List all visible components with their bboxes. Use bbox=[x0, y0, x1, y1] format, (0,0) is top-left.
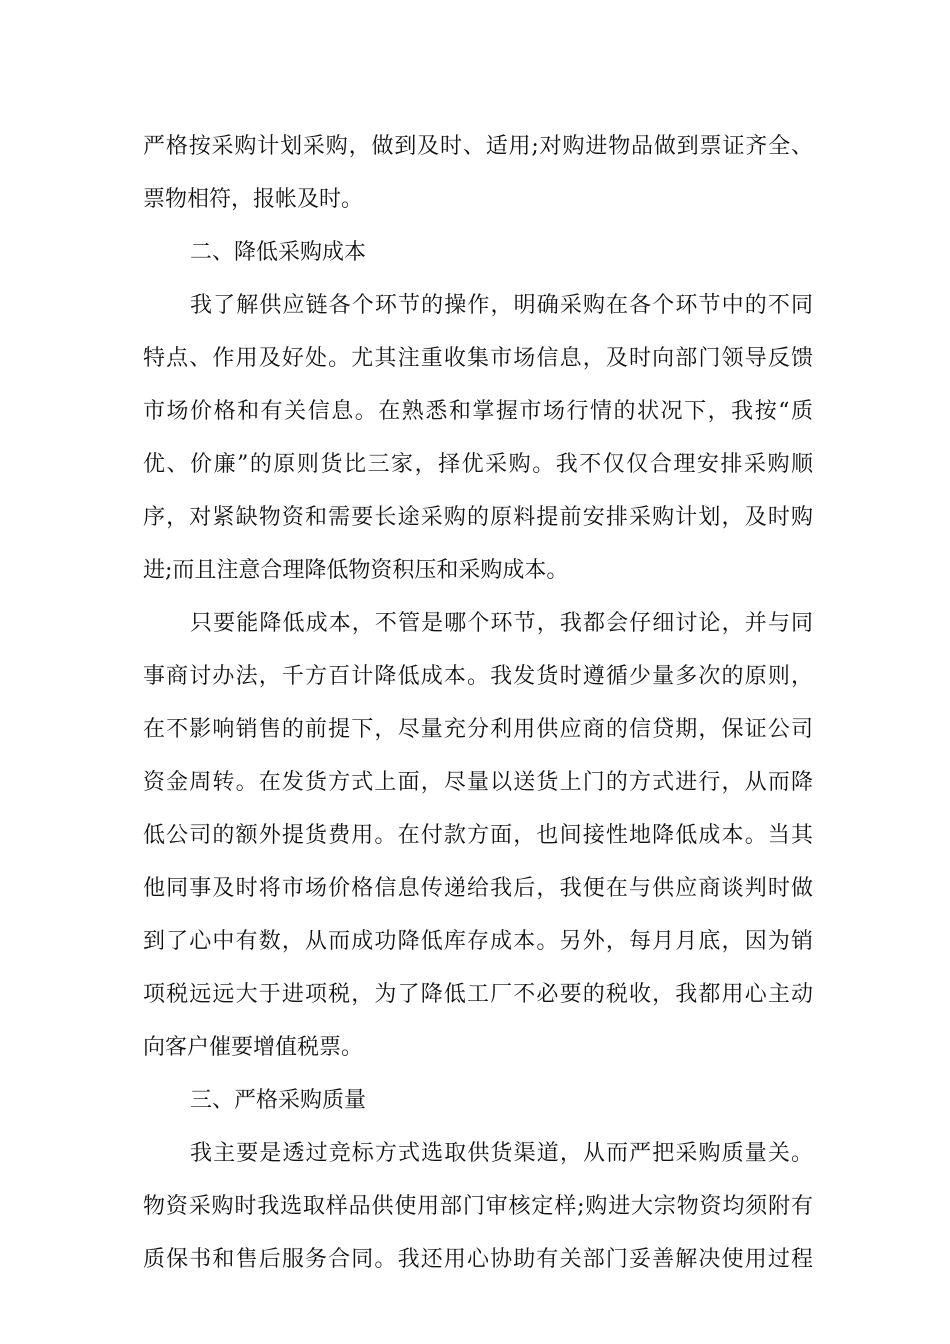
paragraph-line: 市场价格和有关信息。在熟悉和掌握市场行情的状况下，我按“质 bbox=[143, 399, 813, 424]
paragraph-line: 序，对紧缺物资和需要长途采购的原料提前安排采购计划，及时购 bbox=[143, 505, 813, 530]
section-heading: 三、严格采购质量 bbox=[190, 1088, 367, 1113]
paragraph-line: 他同事及时将市场价格信息传递给我后，我便在与供应商谈判时做 bbox=[143, 876, 813, 901]
paragraph-line: 质保书和售后服务合同。我还用心协助有关部门妥善解决使用过程 bbox=[143, 1247, 813, 1272]
paragraph-line: 物资采购时我选取样品供使用部门审核定样;购进大宗物资均须附有 bbox=[143, 1194, 813, 1219]
paragraph-line: 项税远远大于进项税，为了降低工厂不必要的税收，我都用心主动 bbox=[143, 982, 813, 1007]
paragraph-line: 我了解供应链各个环节的操作，明确采购在各个环节中的不同 bbox=[190, 293, 813, 318]
paragraph-line: 事商讨办法，千方百计降低成本。我发货时遵循少量多次的原则， bbox=[143, 664, 813, 689]
paragraph-line: 票物相符，报帐及时。 bbox=[143, 187, 364, 212]
paragraph-line: 特点、作用及好处。尤其注重收集市场信息，及时向部门领导反馈 bbox=[143, 346, 813, 371]
paragraph-line: 低公司的额外提货费用。在付款方面，也间接性地降低成本。当其 bbox=[143, 823, 813, 848]
paragraph-line: 到了心中有数，从而成功降低库存成本。另外，每月月底，因为销 bbox=[143, 929, 813, 954]
paragraph-line: 严格按采购计划采购，做到及时、适用;对购进物品做到票证齐全、 bbox=[143, 134, 813, 159]
paragraph-line: 进;而且注意合理降低物资积压和采购成本。 bbox=[143, 558, 569, 583]
paragraph-line: 优、价廉”的原则货比三家，择优采购。我不仅仅合理安排采购顺 bbox=[143, 452, 813, 477]
paragraph-line: 向客户催要增值税票。 bbox=[143, 1035, 364, 1060]
section-heading: 二、降低采购成本 bbox=[190, 240, 367, 265]
paragraph-line: 只要能降低成本，不管是哪个环节，我都会仔细讨论，并与同 bbox=[190, 611, 813, 636]
paragraph-line: 资金周转。在发货方式上面，尽量以送货上门的方式进行，从而降 bbox=[143, 770, 813, 795]
paragraph-line: 我主要是透过竞标方式选取供货渠道，从而严把采购质量关。 bbox=[190, 1141, 813, 1166]
paragraph-line: 在不影响销售的前提下，尽量充分利用供应商的信贷期，保证公司 bbox=[143, 717, 813, 742]
